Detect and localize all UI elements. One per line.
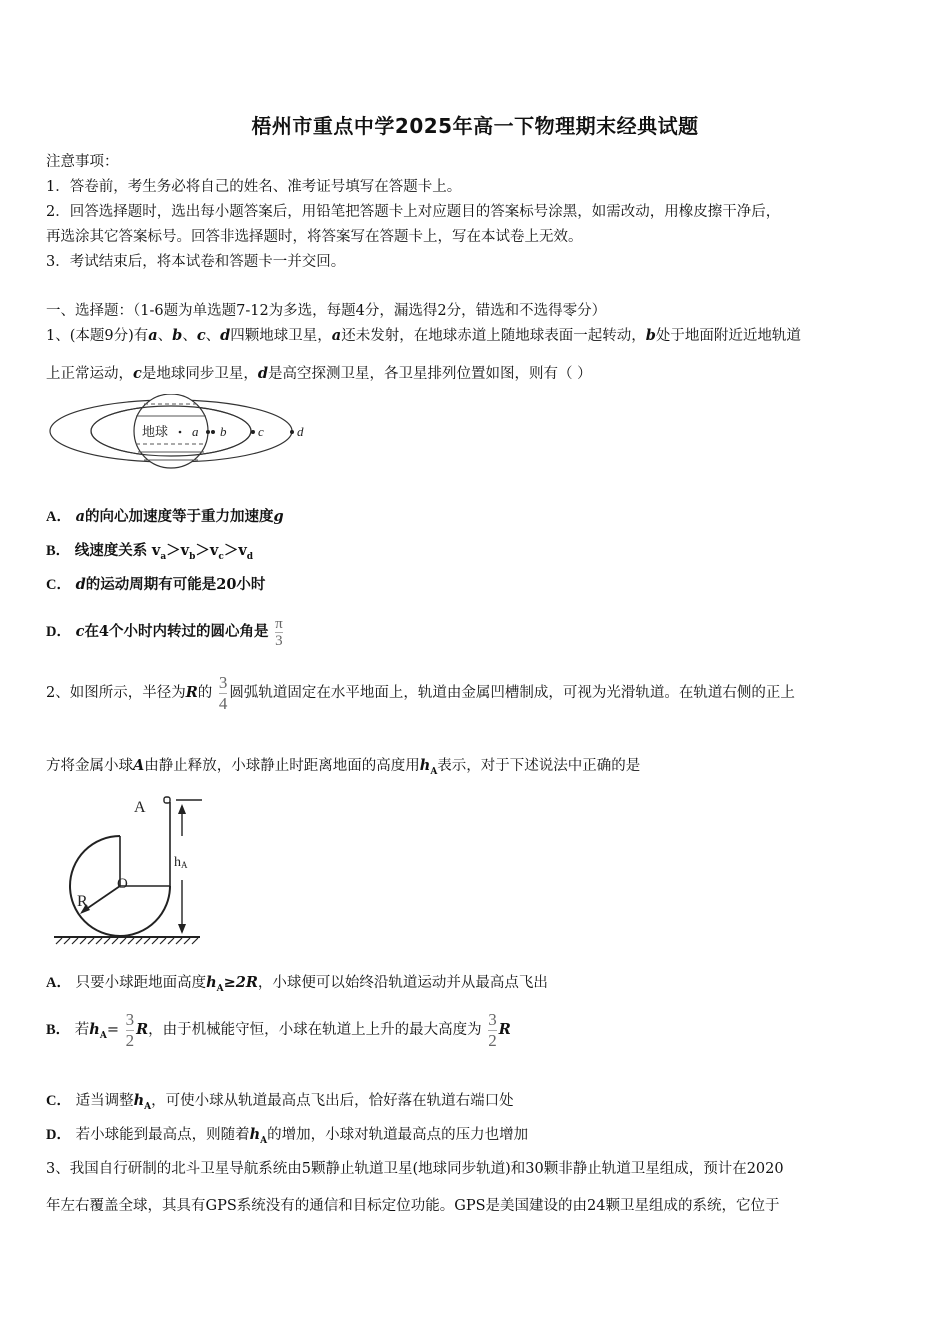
q2-line-1: 2、如图所示，半径为R的 $\frac{3}{4}$ 圆弧轨道固定在水平地面上，轨道由金属凹槽制成，可视为光滑轨道。在轨道右侧的正上 — [46, 672, 795, 713]
label-c: c — [258, 424, 264, 439]
q2-option-b: B． 若$h_A=$ $\frac{3}{2}$ R，由于机械能守恒，小球在轨道上上升的最大高度为 $\frac{3}{2}$ R — [46, 1009, 511, 1050]
q1-line-1: 1、(本题9分)有a、b、c、d四颗地球卫星，a还未发射，在地球赤道上随地球表面一起转动，b处于地面附近近地轨道 — [46, 327, 801, 344]
section-heading: 一、选择题：（1-6题为单选题7-12为多选，每题4分，漏选得2分，错选和不选得零分） — [46, 303, 607, 319]
q1-option-d: D． c在4个小时内转过的圆心角是 $\frac{\pi}{3}$ — [46, 615, 283, 649]
fraction-3-over-2: $\frac{3}{2}$ — [125, 1009, 135, 1050]
q2-option-c: C． 适当调整$h_A$，可使小球从轨道最高点飞出后，恰好落在轨道右端口处 — [46, 1092, 514, 1112]
page-title: 梧州市重点中学2025年高一下物理期末经典试题 — [251, 114, 699, 138]
svg-text:hA: hA — [174, 855, 188, 870]
fraction-pi-over-3: $\frac{\pi}{3}$ — [275, 615, 283, 649]
fraction-3-over-2-second: $\frac{3}{2}$ — [488, 1009, 497, 1050]
q1-option-a: A． a的向心加速度等于重力加速度g — [46, 508, 284, 525]
q2-option-d: D． 若小球能到最高点，则随着$h_A$的增加，小球对轨道最高点的压力也增加 — [46, 1126, 529, 1146]
notice-item-1: 1．答卷前，考生务必将自己的姓名、准考证号填写在答题卡上。 — [46, 179, 462, 195]
notice-heading: 注意事项： — [46, 154, 119, 170]
earth-label: 地球 — [142, 425, 169, 440]
label-ball-a: A — [134, 799, 146, 816]
notice-item-2: 2．回答选择题时，选出每小题答案后，用铅笔把答题卡上对应题目的答案标号涂黑，如需改动，用橡皮擦干净后， — [46, 204, 781, 220]
notice-item-2-cont: 再选涂其它答案标号。回答非选择题时，将答案写在答题卡上，写在本试卷上无效。 — [46, 229, 583, 245]
label-radius-r: R — [77, 893, 88, 910]
q1-line-2: 上正常运动，c是地球同步卫星，d是高空探测卫星，各卫星排列位置如图，则有（ ） — [46, 365, 592, 382]
q3-line-1: 3、我国自行研制的北斗卫星导航系统由5颗静止轨道卫星(地球同步轨道)和30颗非静止轨道卫星组成，预计在2020 — [46, 1161, 784, 1177]
fraction-3-over-4: $\frac{3}{4}$ — [218, 672, 228, 713]
label-b: b — [220, 424, 227, 439]
track-figure — [50, 788, 210, 948]
label-d: d — [297, 424, 304, 439]
satellite-orbit-figure — [46, 394, 316, 476]
notice-item-3: 3．考试结束后，将本试卷和答题卡一并交回。 — [46, 254, 346, 270]
q1-option-c: C． d的运动周期有可能是20小时 — [46, 576, 266, 593]
q2-option-a: A． 只要小球距地面高度$h_A\ge 2R$，小球便可以始终沿轨道运动并从最高点飞出 — [46, 974, 548, 994]
q3-line-2: 年左右覆盖全球，其具有GPS系统没有的通信和目标定位功能。GPS是美国建设的由24颗卫星组成的系统，它位于 — [46, 1198, 780, 1214]
q2-line-2: 方将金属小球A由静止释放，小球静止时距离地面的高度用$h_A$表示，对于下述说法中正确的是 — [46, 757, 641, 777]
label-center-o: O — [117, 876, 128, 892]
label-a: a — [192, 424, 199, 439]
q1-option-b: B． 线速度关系 $v_a>v_b>v_c>v_d$ — [46, 542, 254, 562]
